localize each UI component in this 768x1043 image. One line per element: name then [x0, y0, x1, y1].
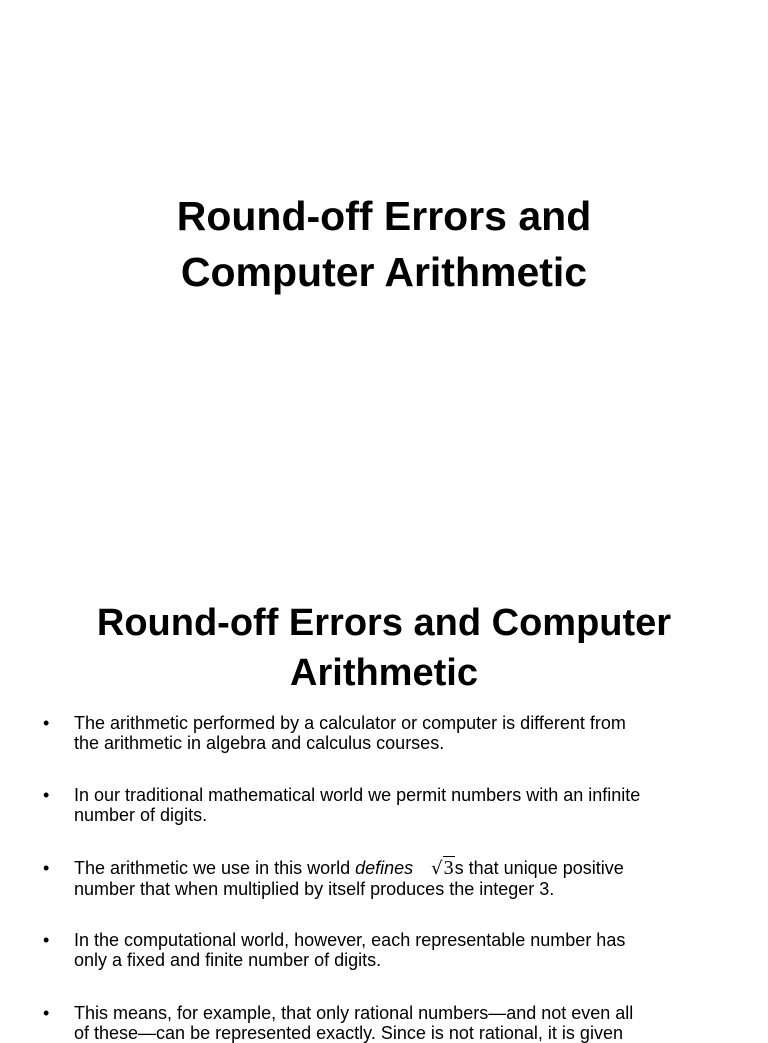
bullet-text-line-1: This means, for example, that only rational numbers—and not even all [74, 1003, 634, 1023]
bullet-text-emphasis: defines [355, 858, 414, 878]
bullet-marker: • [43, 1003, 50, 1023]
bullet-text-post: s that unique positive [454, 858, 624, 878]
title-line-1: Round-off Errors and [176, 193, 592, 239]
bullet-text-line-1: The arithmetic performed by a calculator or computer is different from [74, 713, 626, 733]
bullet-text-line-2: of these—can be represented exactly. Since is not rational, it is given [74, 1023, 623, 1043]
bullet-item [0, 858, 664, 899]
sqrt-radicand: 3 [443, 857, 454, 879]
content-slide [0, 576, 768, 1043]
title-line-2: Computer Arithmetic [180, 249, 588, 295]
content-slide-heading [0, 598, 768, 698]
heading-line-1: Round-off Errors and Computer [96, 602, 672, 644]
bullet-marker: • [43, 785, 50, 805]
bullet-text-line-1: In our traditional mathematical world we permit numbers with an infinite [74, 785, 641, 805]
bullet-text-line-2: only a fixed and finite number of digits. [74, 950, 382, 970]
bullet-marker: • [43, 858, 50, 878]
title-slide-heading [0, 188, 768, 300]
bullet-text-line-2: the arithmetic in algebra and calculus courses. [74, 733, 445, 753]
bullet-item [0, 785, 680, 825]
bullet-text-line-2: number that when multiplied by itself produces the integer 3. [74, 879, 555, 899]
bullet-text-line-2: number of digits. [74, 805, 208, 825]
sqrt-3-formula [431, 858, 454, 879]
heading-line-2: Arithmetic [290, 652, 478, 694]
bullet-item [0, 930, 665, 970]
bullet-marker: • [43, 713, 50, 733]
bullet-item [0, 1003, 673, 1043]
bullet-marker: • [43, 930, 50, 950]
bullet-text-line-1: In the computational world, however, each representable number has [74, 930, 626, 950]
sqrt-sign: √ [431, 858, 443, 879]
bullet-item [0, 713, 666, 753]
bullet-text-pre: The arithmetic we use in this world [74, 858, 356, 878]
